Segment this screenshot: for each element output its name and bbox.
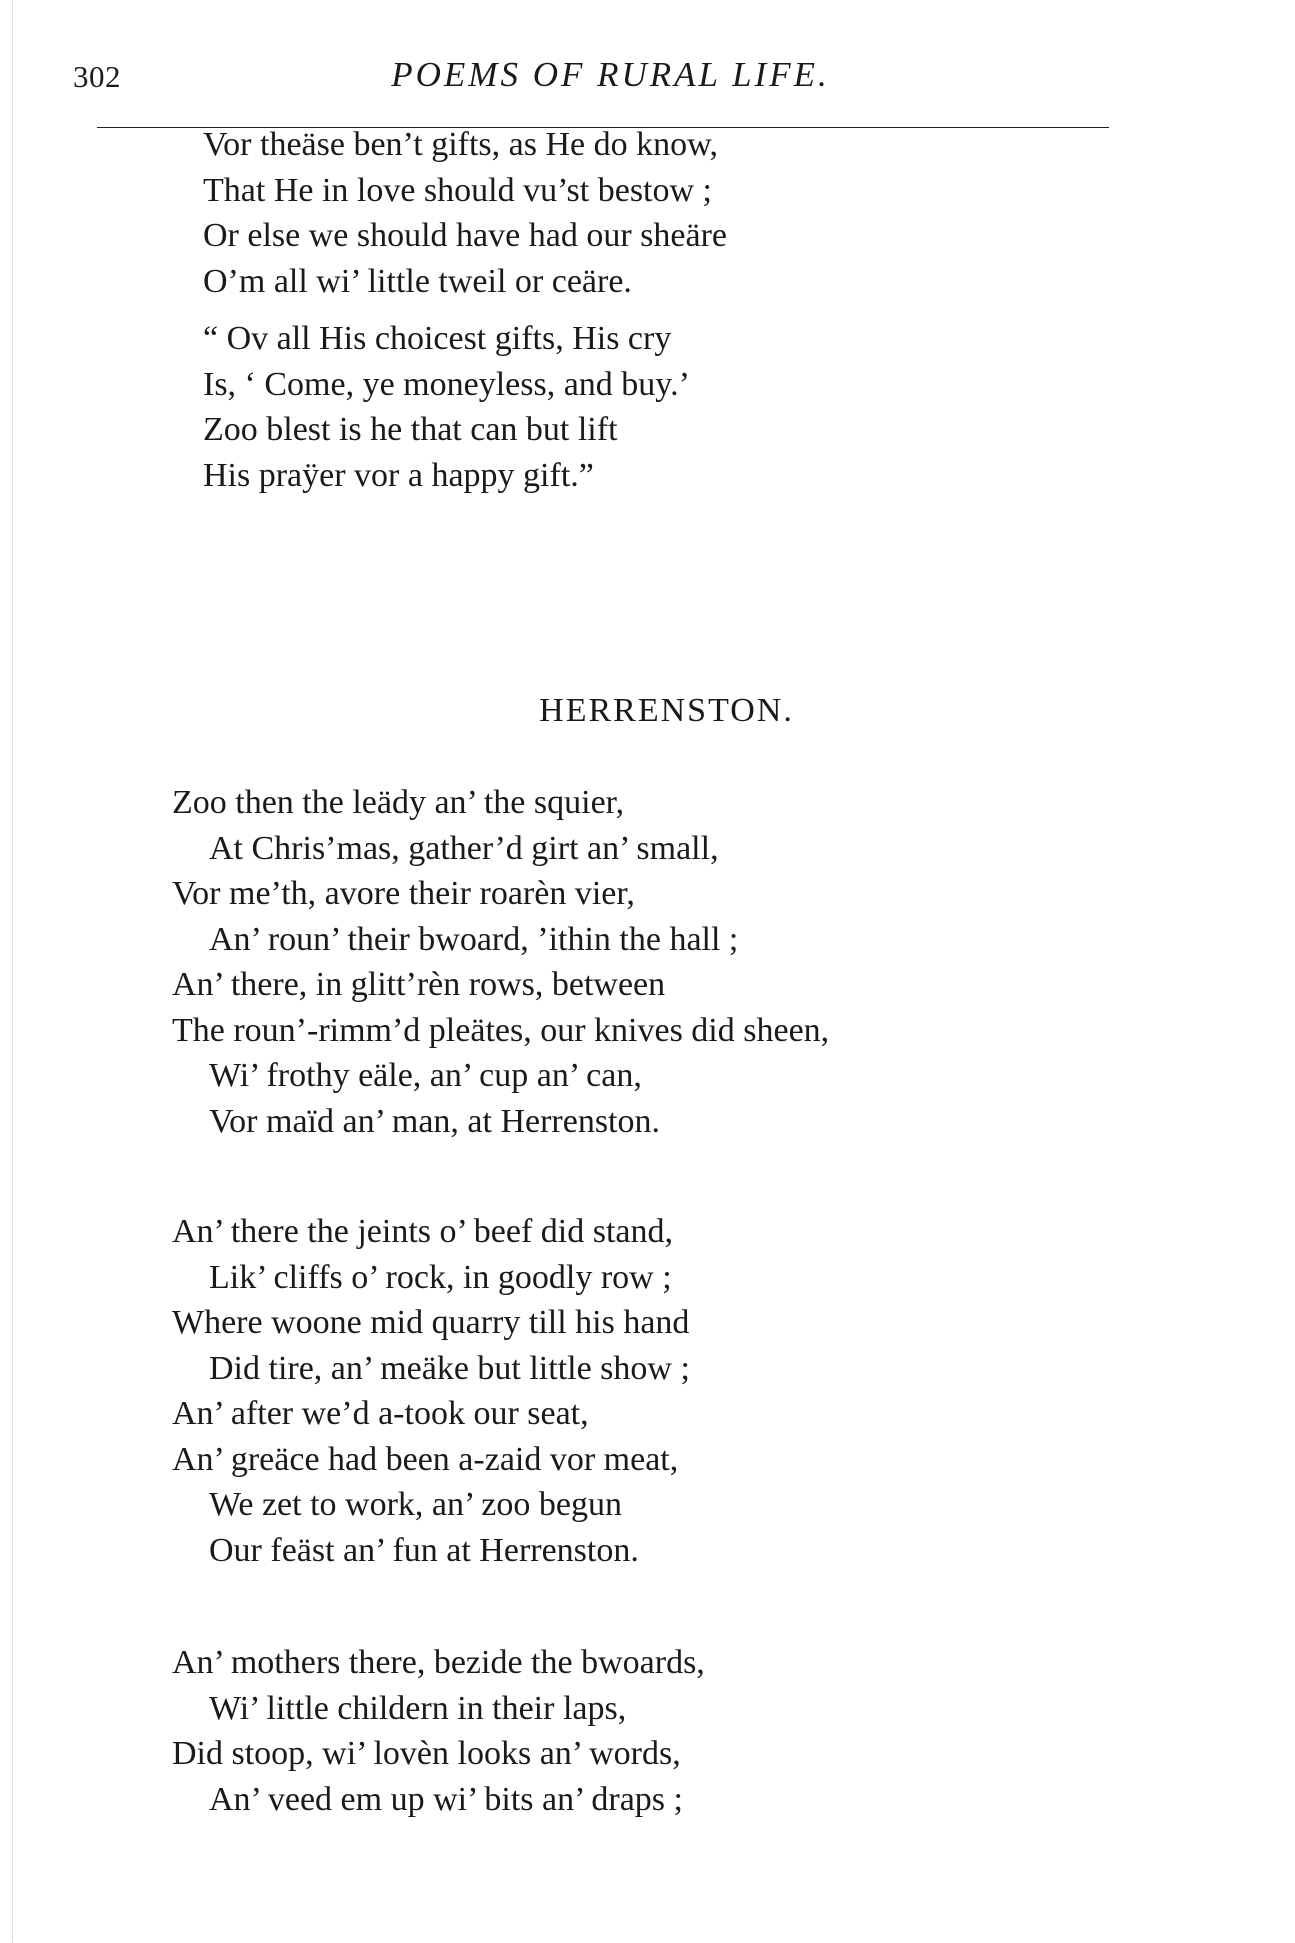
verse-line: “ Ov all His choicest gifts, His cry bbox=[203, 320, 672, 357]
verse-line: That He in love should vu’st bestow ; bbox=[203, 171, 713, 209]
stanza bbox=[203, 122, 727, 304]
poem-title: HERRENSTON. bbox=[539, 692, 794, 729]
verse-line: Vor maïd an’ man, at Herrenston. bbox=[209, 1102, 660, 1140]
stanza bbox=[172, 780, 829, 1144]
verse-line: At Chris’mas, gather’d girt an’ small, bbox=[209, 829, 719, 867]
verse-line: Vor theäse ben’t gifts, as He do know, bbox=[203, 126, 718, 163]
verse-line: An’ after we’d a-took our seat, bbox=[172, 1395, 589, 1432]
running-title: POEMS OF RURAL LIFE. bbox=[391, 55, 830, 94]
page-header bbox=[73, 55, 1108, 105]
verse-line: Wi’ little childern in their laps, bbox=[209, 1689, 627, 1727]
verse-line: Or else we should have had our sheäre bbox=[203, 217, 727, 254]
verse-line: The roun’-rimm’d pleätes, our knives did sheen, bbox=[172, 1011, 830, 1049]
verse-line: We zet to work, an’ zoo begun bbox=[209, 1486, 622, 1523]
verse-line: O’m all wi’ little tweil or ceäre. bbox=[203, 262, 632, 300]
verse-line: An’ there the jeints o’ beef did stand, bbox=[172, 1213, 674, 1250]
verse-line: Lik’ cliffs o’ rock, in goodly row ; bbox=[209, 1258, 672, 1296]
verse-line: Is, ‘ Come, ye moneyless, and buy.’ bbox=[203, 365, 690, 403]
stanza bbox=[172, 1209, 690, 1573]
verse-line: Zoo blest is he that can but lift bbox=[203, 411, 618, 448]
stanza bbox=[172, 1640, 705, 1822]
verse-line: An’ greäce had been a-zaid vor meat, bbox=[172, 1440, 679, 1478]
verse-line: His praÿer vor a happy gift.” bbox=[203, 456, 594, 494]
verse-line: An’ there, in glitt’rèn rows, between bbox=[172, 966, 666, 1003]
verse-line: Vor me’th, avore their roarèn vier, bbox=[172, 875, 635, 912]
page-number: 302 bbox=[73, 59, 121, 94]
verse-line: Did tire, an’ meäke but little show ; bbox=[209, 1349, 690, 1387]
verse-line: An’ veed em up wi’ bits an’ draps ; bbox=[209, 1780, 683, 1818]
verse-line: An’ roun’ their bwoard, ’ithin the hall ; bbox=[209, 920, 739, 958]
stanza bbox=[203, 316, 690, 498]
gutter-edge bbox=[12, 0, 13, 1943]
verse-line: Zoo then the leädy an’ the squier, bbox=[172, 784, 625, 821]
verse-line: Wi’ frothy eäle, an’ cup an’ can, bbox=[209, 1057, 642, 1094]
verse-line: Did stoop, wi’ lovèn looks an’ words, bbox=[172, 1735, 681, 1772]
verse-line: Our feäst an’ fun at Herrenston. bbox=[209, 1531, 639, 1569]
verse-line: Where woone mid quarry till his hand bbox=[172, 1304, 690, 1341]
verse-line: An’ mothers there, bezide the bwoards, bbox=[172, 1644, 705, 1681]
